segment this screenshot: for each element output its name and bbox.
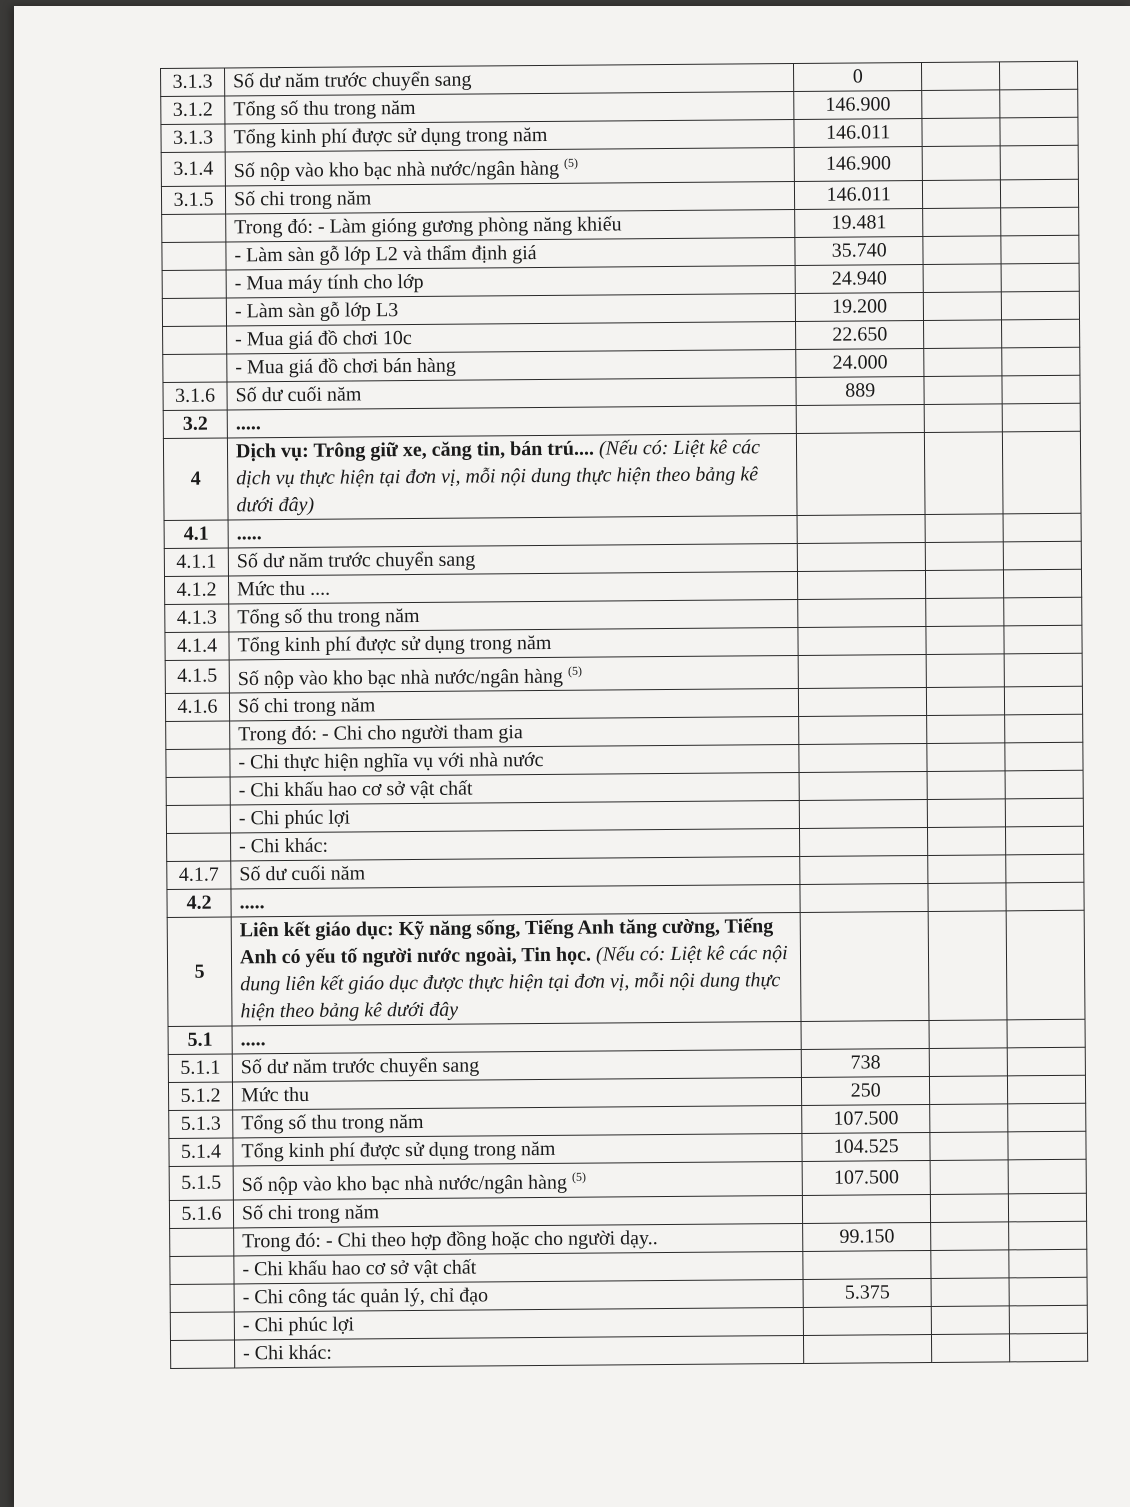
row-label: Số nộp vào kho bạc nhà nước/ngân hàng: [237, 665, 564, 690]
row-label: - Chi khác:: [242, 1341, 333, 1365]
empty-cell: [932, 1334, 1010, 1363]
row-label: .....: [236, 521, 262, 545]
row-description: [233, 1106, 802, 1138]
section-heading: Dịch vụ: Trông giữ xe, căng tin, bán trú....: [235, 437, 595, 463]
row-label: - Mua giá đồ chơi 10c: [235, 326, 412, 351]
row-code: [162, 242, 226, 271]
row-label: .....: [239, 891, 265, 914]
row-amount: [804, 1334, 932, 1363]
row-label: Mức thu ....: [236, 577, 331, 601]
row-code: [166, 721, 230, 750]
section-heading: Liên kết giáo dục: Kỹ năng sống, Tiếng Anh tăng cường, Tiếng Anh có yếu tố người nước ngoài, Tin học.: [239, 915, 774, 969]
row-amount: [800, 856, 928, 885]
row-description: [231, 885, 800, 917]
row-description: [234, 1335, 803, 1367]
row-amount: 250: [802, 1077, 930, 1106]
section-note: (Nếu có: Liệt kê các nội dung liên kết giáo dục được thực hiện tại đơn vị, mỗi nội dung thực hiện theo bảng kê dưới đây: [240, 942, 788, 1023]
empty-cell: [931, 1250, 1009, 1279]
empty-cell: [930, 1160, 1008, 1194]
empty-cell: [924, 320, 1002, 349]
empty-cell: [1000, 179, 1078, 208]
row-description: [231, 913, 801, 1026]
row-code: 4.2: [167, 889, 231, 918]
row-description: [228, 571, 797, 603]
row-label: - Làm sàn gỗ lớp L2 và thẩm định giá: [234, 241, 537, 267]
empty-cell: [1009, 1305, 1087, 1334]
row-amount: [799, 772, 927, 801]
empty-cell: [1007, 1048, 1085, 1077]
row-description: [234, 1279, 803, 1311]
row-code: [167, 833, 231, 862]
budget-table: [160, 61, 1088, 1369]
empty-cell: [1001, 291, 1079, 320]
row-description: [229, 599, 798, 631]
table-row: [163, 431, 1081, 520]
empty-cell: [1001, 235, 1079, 264]
section-note: (Nếu có: Liệt kê các dịch vụ thực hiện tại đơn vị, mỗi nội dung thực hiện theo bảng kê dưới đây): [236, 435, 761, 517]
row-description: [230, 829, 799, 861]
empty-cell: [1002, 319, 1080, 348]
row-code: [170, 1256, 234, 1285]
row-description: [232, 1078, 801, 1110]
row-label: Tổng số thu trong năm: [241, 1111, 424, 1135]
empty-cell: [926, 626, 1004, 655]
row-description: [230, 773, 799, 805]
row-code: [166, 805, 230, 834]
footnote-ref: (5): [571, 1170, 586, 1185]
row-amount: [796, 404, 924, 433]
row-label: Số dư năm trước chuyển sang: [233, 68, 472, 93]
row-code: 3.1.2: [161, 96, 225, 125]
empty-cell: [1006, 855, 1084, 884]
empty-cell: [930, 1132, 1008, 1161]
row-description: [228, 543, 797, 575]
empty-cell: [922, 146, 1000, 180]
empty-cell: [1005, 799, 1083, 828]
row-code: [170, 1340, 234, 1369]
row-description: [226, 209, 795, 241]
empty-cell: [923, 292, 1001, 321]
row-code: 4.1.5: [165, 660, 229, 694]
row-amount: [803, 1250, 931, 1279]
row-description: [233, 1162, 803, 1200]
empty-cell: [929, 1020, 1007, 1049]
empty-cell: [1009, 1277, 1087, 1306]
row-description: [225, 148, 795, 186]
empty-cell: [1009, 1221, 1087, 1250]
row-label: - Chi khấu hao cơ sở vật chất: [238, 777, 473, 802]
empty-cell: [922, 62, 1000, 91]
empty-cell: [1005, 743, 1083, 772]
row-description: [226, 237, 795, 269]
empty-cell: [931, 1306, 1009, 1335]
row-label: Số chi trong năm: [233, 187, 372, 211]
row-code: 5.1.4: [169, 1138, 233, 1167]
empty-cell: [1002, 403, 1080, 432]
row-description: [226, 293, 795, 325]
document-page: [14, 6, 1130, 1507]
row-amount: [798, 654, 926, 689]
row-label: - Chi công tác quản lý, chỉ đạo: [242, 1284, 489, 1309]
empty-cell: [924, 376, 1002, 405]
empty-cell: [926, 598, 1004, 627]
empty-cell: [925, 542, 1003, 571]
empty-cell: [1008, 1132, 1086, 1161]
row-code: 5.1.1: [168, 1054, 232, 1083]
row-amount: [799, 744, 927, 773]
row-label: Số nộp vào kho bạc nhà nước/ngân hàng: [233, 157, 560, 183]
row-amount: 107.500: [802, 1105, 930, 1134]
row-description: [233, 1134, 802, 1166]
row-label: - Chi khác:: [239, 835, 329, 858]
row-description: [224, 64, 793, 96]
row-code: [162, 298, 226, 327]
row-amount: [800, 828, 928, 857]
empty-cell: [1008, 1104, 1086, 1133]
empty-cell: [923, 180, 1001, 209]
row-label: Tổng kinh phí được sử dụng trong năm: [233, 123, 548, 149]
row-amount: [804, 1306, 932, 1335]
row-code: 5.1.6: [169, 1200, 233, 1229]
row-code: [163, 354, 227, 383]
empty-cell: [1002, 431, 1081, 514]
row-label: Trong đó: - Chi cho người tham gia: [238, 721, 523, 746]
row-amount: [798, 598, 926, 627]
empty-cell: [1004, 687, 1082, 716]
empty-cell: [1003, 541, 1081, 570]
row-description: [234, 1307, 803, 1339]
row-amount: 146.900: [794, 147, 922, 182]
row-amount: 146.900: [794, 91, 922, 120]
empty-cell: [931, 1278, 1009, 1307]
empty-cell: [923, 236, 1001, 265]
row-description: [233, 1195, 802, 1227]
row-label: Tổng kinh phí được sử dụng trong năm: [237, 631, 552, 657]
row-amount: 0: [794, 63, 922, 92]
row-amount: [797, 432, 926, 515]
row-description: [234, 1251, 803, 1283]
row-amount: 24.940: [795, 264, 923, 293]
row-label: Tổng số thu trong năm: [233, 96, 416, 121]
row-code: [166, 749, 230, 778]
row-code: [170, 1284, 234, 1313]
row-description: [225, 181, 794, 213]
empty-cell: [1004, 625, 1082, 654]
row-description: [227, 349, 796, 381]
row-code: 3.1.6: [163, 382, 227, 411]
empty-cell: [929, 1048, 1007, 1077]
empty-cell: [1000, 89, 1078, 118]
empty-cell: [1006, 827, 1084, 856]
empty-cell: [926, 654, 1004, 688]
row-label: Số dư năm trước chuyển sang: [240, 1054, 480, 1079]
row-description: [227, 433, 797, 519]
row-code: 4.1.6: [165, 693, 229, 722]
row-code: 4.1: [164, 520, 228, 549]
row-description: [232, 1050, 801, 1082]
row-label: - Chi khấu hao cơ sở vật chất: [242, 1256, 477, 1281]
empty-cell: [923, 264, 1001, 293]
empty-cell: [925, 514, 1003, 543]
row-description: [229, 689, 798, 721]
empty-cell: [925, 432, 1004, 515]
empty-cell: [1008, 1193, 1086, 1222]
row-amount: 5.375: [803, 1278, 931, 1307]
row-label: Số chi trong năm: [237, 694, 376, 718]
row-description: [230, 717, 799, 749]
row-code: [162, 214, 226, 243]
row-label: Mức thu: [240, 1084, 310, 1107]
row-amount: 889: [796, 376, 924, 405]
row-amount: 19.200: [796, 292, 924, 321]
row-label: Số dư cuối năm: [239, 862, 366, 886]
row-amount: [798, 570, 926, 599]
row-label: - Mua máy tính cho lớp: [234, 270, 424, 295]
row-amount: [798, 542, 926, 571]
row-code: 3.1.3: [161, 68, 225, 97]
row-label: Số dư năm trước chuyển sang: [236, 548, 476, 573]
row-description: [229, 655, 799, 693]
empty-cell: [1002, 375, 1080, 404]
row-amount: 35.740: [795, 236, 923, 265]
row-label: - Chi thực hiện nghĩa vụ với nhà nước: [238, 749, 544, 774]
empty-cell: [924, 348, 1002, 377]
empty-cell: [1010, 1333, 1088, 1362]
row-amount: 107.500: [802, 1161, 930, 1196]
empty-cell: [1003, 513, 1081, 542]
row-code: [170, 1312, 234, 1341]
row-code: 4.1.3: [165, 604, 229, 633]
row-label: Tổng số thu trong năm: [237, 604, 420, 629]
row-code: [166, 777, 230, 806]
row-label: - Chi phúc lợi: [238, 806, 351, 830]
row-code: 5.1: [168, 1026, 232, 1055]
row-amount: 22.650: [796, 320, 924, 349]
row-description: [232, 1022, 801, 1054]
row-label: .....: [235, 411, 261, 435]
row-code: 5: [167, 917, 232, 1026]
empty-cell: [1008, 1160, 1086, 1194]
row-code: 4: [163, 438, 228, 521]
row-code: 3.1.5: [161, 186, 225, 215]
empty-cell: [1000, 145, 1078, 179]
row-amount: [800, 884, 928, 913]
row-amount: [800, 800, 928, 829]
row-description: [227, 377, 796, 409]
empty-cell: [1000, 117, 1078, 146]
empty-cell: [1004, 569, 1082, 598]
row-code: 3.1.4: [161, 152, 225, 186]
row-amount: 146.011: [795, 180, 923, 209]
row-description: [227, 405, 796, 437]
row-description: [225, 92, 794, 124]
row-description: [230, 745, 799, 777]
row-label: .....: [240, 1028, 266, 1051]
row-amount: 99.150: [803, 1222, 931, 1251]
row-amount: [799, 716, 927, 745]
empty-cell: [927, 715, 1005, 744]
empty-cell: [924, 404, 1002, 433]
row-amount: 104.525: [802, 1133, 930, 1162]
row-code: [162, 270, 226, 299]
row-amount: 146.011: [794, 119, 922, 148]
row-code: 5.1.3: [169, 1110, 233, 1139]
empty-cell: [930, 1104, 1008, 1133]
empty-cell: [1008, 1076, 1086, 1105]
empty-cell: [1005, 715, 1083, 744]
row-description: [226, 265, 795, 297]
budget-table-body: [161, 61, 1088, 1368]
row-code: 5.1.5: [169, 1166, 233, 1200]
row-code: 4.1.1: [164, 548, 228, 577]
empty-cell: [930, 1076, 1008, 1105]
empty-cell: [1007, 1020, 1085, 1049]
empty-cell: [931, 1194, 1009, 1223]
row-label: Số dư cuối năm: [235, 383, 362, 407]
empty-cell: [928, 827, 1006, 856]
empty-cell: [928, 911, 1007, 1021]
row-amount: 738: [801, 1049, 929, 1078]
row-amount: 19.481: [795, 208, 923, 237]
row-description: [228, 515, 797, 547]
row-label: Trong đó: - Làm gióng gương phòng năng khiếu: [234, 213, 622, 239]
empty-cell: [1004, 597, 1082, 626]
empty-cell: [927, 687, 1005, 716]
empty-cell: [928, 883, 1006, 912]
footnote-ref: (5): [567, 663, 583, 678]
row-label: - Làm sàn gỗ lớp L3: [234, 298, 399, 323]
empty-cell: [927, 771, 1005, 800]
row-description: [231, 857, 800, 889]
row-label: Trong đó: - Chi theo hợp đồng hoặc cho người dạy..: [242, 1227, 658, 1253]
footnote-ref: (5): [563, 155, 579, 170]
row-code: 5.1.2: [168, 1082, 232, 1111]
row-label: - Chi phúc lợi: [242, 1313, 355, 1337]
empty-cell: [1001, 263, 1079, 292]
empty-cell: [1002, 347, 1080, 376]
row-amount: [800, 912, 929, 1022]
empty-cell: [927, 743, 1005, 772]
empty-cell: [1000, 61, 1078, 90]
row-code: 4.1.7: [167, 861, 231, 890]
empty-cell: [922, 118, 1000, 147]
row-description: [227, 321, 796, 353]
row-code: 3.2: [163, 410, 227, 439]
row-amount: [803, 1194, 931, 1223]
row-description: [229, 627, 798, 659]
empty-cell: [1004, 653, 1082, 687]
row-description: [225, 120, 794, 152]
row-label: Số chi trong năm: [241, 1201, 380, 1225]
empty-cell: [1001, 207, 1079, 236]
row-amount: [797, 514, 925, 543]
row-label: Tổng kinh phí được sử dụng trong năm: [241, 1138, 556, 1163]
empty-cell: [931, 1222, 1009, 1251]
table-row: [167, 911, 1085, 1027]
empty-cell: [1005, 771, 1083, 800]
row-code: 3.1.3: [161, 124, 225, 153]
empty-cell: [1006, 911, 1085, 1021]
empty-cell: [1006, 883, 1084, 912]
row-amount: 24.000: [796, 348, 924, 377]
row-description: [234, 1223, 803, 1255]
row-label: - Mua giá đồ chơi bán hàng: [235, 354, 456, 379]
empty-cell: [1009, 1249, 1087, 1278]
empty-cell: [922, 90, 1000, 119]
row-description: [230, 801, 799, 833]
row-amount: [801, 1021, 929, 1050]
empty-cell: [928, 855, 1006, 884]
empty-cell: [923, 208, 1001, 237]
empty-cell: [926, 570, 1004, 599]
row-code: 4.1.4: [165, 632, 229, 661]
row-code: [163, 326, 227, 355]
row-code: 4.1.2: [164, 576, 228, 605]
row-amount: [798, 626, 926, 655]
row-code: [170, 1228, 234, 1257]
row-amount: [799, 688, 927, 717]
row-label: Số nộp vào kho bạc nhà nước/ngân hàng: [241, 1171, 568, 1197]
empty-cell: [927, 799, 1005, 828]
